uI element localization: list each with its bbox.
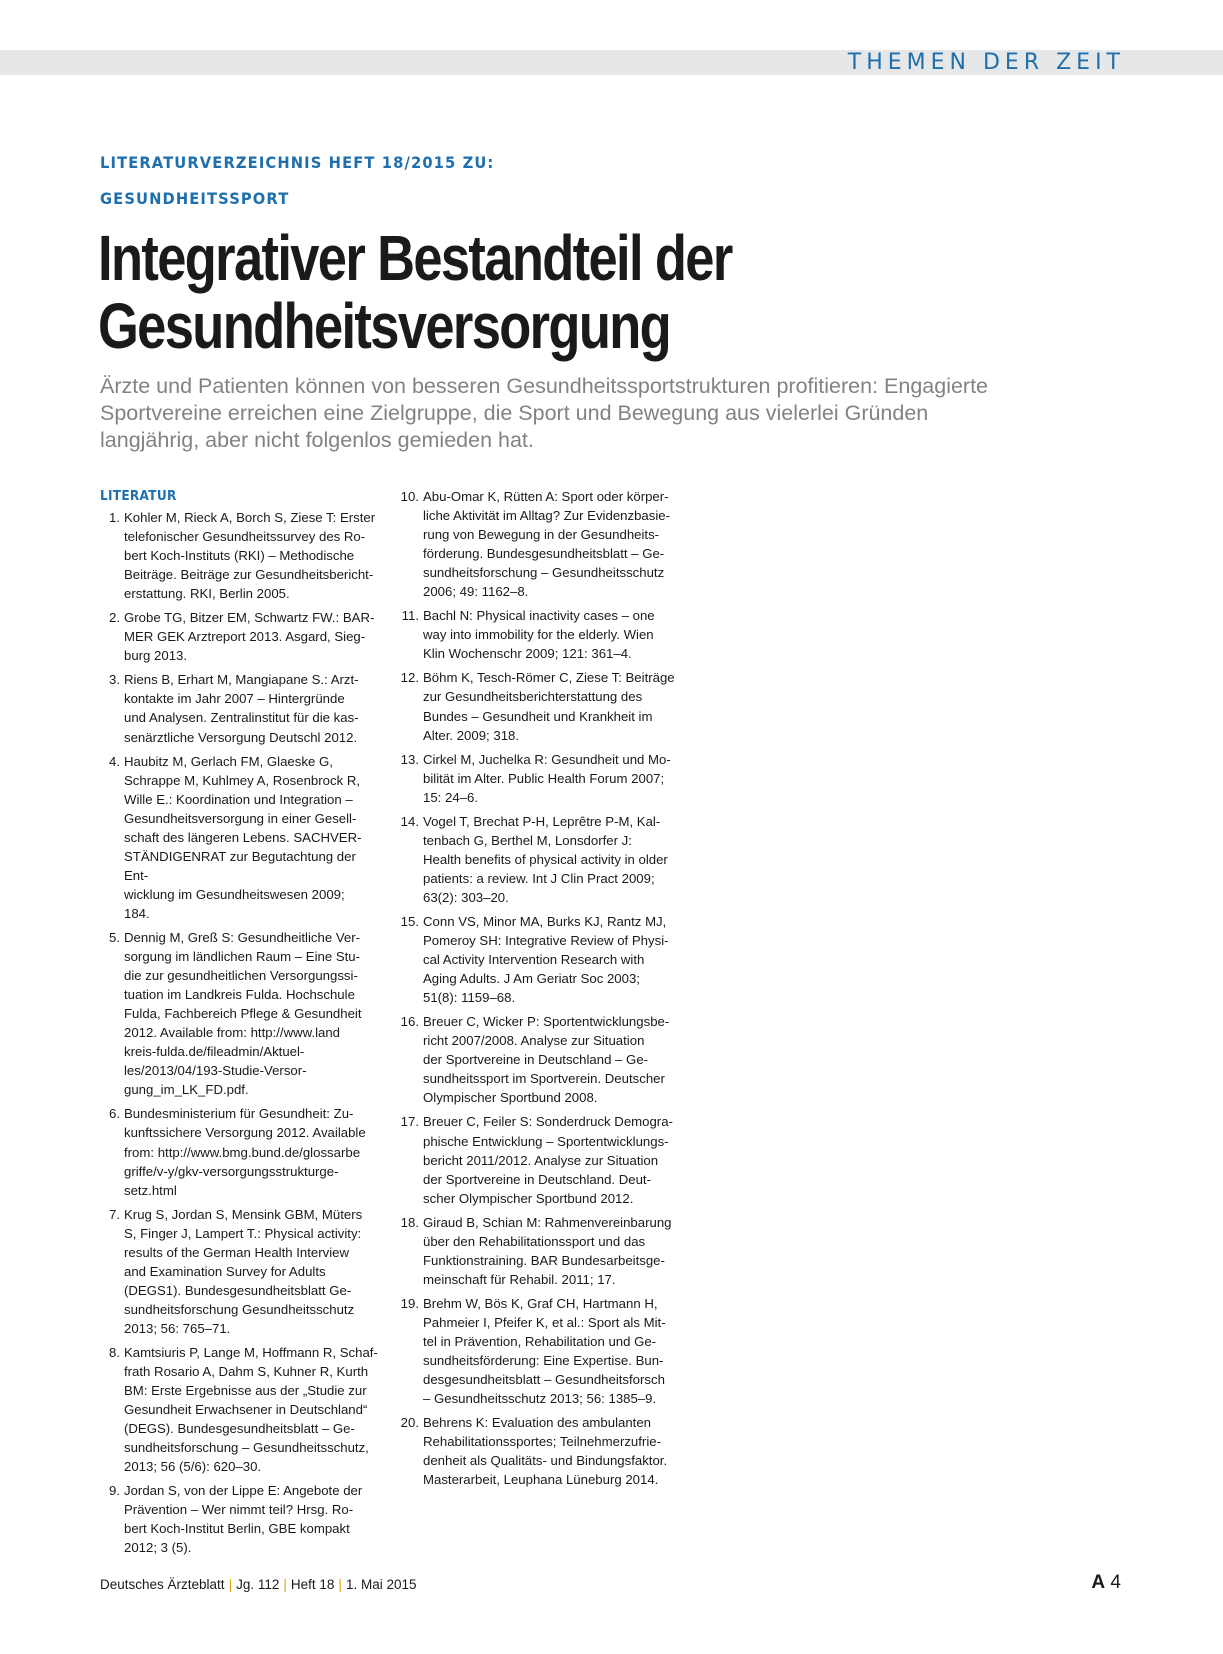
reference-number: 4.: [109, 753, 120, 769]
reference-number: 5.: [109, 929, 120, 945]
reference-item: [399, 1112, 689, 1207]
article-title-line-2: Gesundheitsversorgung: [98, 290, 671, 362]
reference-number: 10.: [400, 489, 419, 504]
journal-issue: Heft 18: [290, 1577, 335, 1592]
reference-item: [399, 812, 689, 907]
reference-text: Cirkel M, Juchelka R: Gesundheit und Mo- bilität im Alter. Public Health Forum 2007; 15: 24–6.: [423, 751, 671, 805]
kicker-line-1: LITERATURVERZEICHNIS HEFT 18/2015 ZU:: [100, 153, 495, 172]
reference-item: [399, 606, 689, 663]
reference-item: [100, 928, 380, 1099]
reference-text: Bachl N: Physical inactivity cases – one way into immobility for the elderly. Wien Klin Wochenschr 2009; 121: 361–4.: [423, 608, 655, 662]
reference-item: [100, 752, 380, 923]
reference-text: Krug S, Jordan S, Mensink GBM, Müters S, Finger J, Lampert T.: Physical activity: results of the German Health Interview and Examination Survey for Adults (DEGS1). Bundesgesundheitsblatt Ge- sundheitsforschung Gesundheitsschutz 2013; 56: 765–71.: [124, 1206, 363, 1336]
reference-number: 16.: [400, 1014, 419, 1030]
reference-text: Dennig M, Greß S: Gesundheitliche Ver- sorgung im ländlichen Raum – Eine Stu- die zur gesundheitlichen Versorgungssi- tuation im Landkreis Fulda. Hochschule Fulda, Fachbereich Pflege & Gesundheit 2012. Available from: http://www.land kreis-fulda.de/fileadmin/Aktuel- les/2013/04/193-Studie-Versor- gung_im_LK_FD.pdf.: [124, 929, 362, 1098]
reference-text: Brehm W, Bös K, Graf CH, Hartmann H, Pahmeier I, Pfeifer K, et al.: Sport als Mit- tel in Prävention, Rehabilitation und Ge- sundheitsförderung: Eine Expertise. Bun- desgesundheitsblatt – Gesundheitsforsch – Gesundheitsschutz 2013; 56: 1385–9.: [423, 1295, 666, 1407]
reference-number: 13.: [400, 751, 419, 767]
reference-text: Böhm K, Tesch-Römer C, Ziese T: Beiträge zur Gesundheitsberichterstattung des Bundes – Gesundheit und Krankheit im Alter. 2009; 318.: [423, 670, 675, 743]
section-label: THEMEN DER ZEIT: [847, 50, 1125, 75]
reference-item: [399, 912, 689, 1007]
references-column-left: [100, 487, 380, 1562]
article-title-line-1: Integrativer Bestandteil der: [98, 222, 732, 294]
reference-number: 6.: [109, 1106, 120, 1122]
reference-item: [100, 508, 380, 603]
page-number-value: 4: [1110, 1572, 1121, 1593]
reference-item: [399, 668, 689, 744]
reference-number: 14.: [400, 813, 419, 829]
reference-text: Conn VS, Minor MA, Burks KJ, Rantz MJ, Pomeroy SH: Integrative Review of Physi- cal Activity Intervention Research with Aging Adults. J Am Geriatr Soc 2003; 51(8): 1159–68.: [423, 913, 669, 1006]
page-footer: [100, 1577, 416, 1592]
reference-text: Grobe TG, Bitzer EM, Schwartz FW.: BAR- MER GEK Arztreport 2013. Asgard, Sieg- burg 2013.: [124, 610, 375, 664]
reference-text: Haubitz M, Gerlach FM, Glaeske G, Schrappe M, Kuhlmey A, Rosenbrock R, Wille E.: Koordination und Integration – Gesundheitsversorgung in einer Gesell- schaft des längeren Lebens. SACHVER- STÄNDIGENRAT zur Begutachtung der Ent- wicklung im Gesundheitswesen 2009; 184.: [124, 753, 362, 921]
reference-item: [100, 1104, 380, 1199]
reference-number: 12.: [400, 670, 419, 686]
reference-item: [399, 1012, 689, 1107]
reference-item: [100, 608, 380, 665]
reference-number: 19.: [400, 1295, 419, 1311]
footer-separator: |: [283, 1577, 287, 1592]
reference-number: 15.: [400, 913, 419, 929]
article-lede: Ärzte und Patienten können von besseren Gesundheitssportstrukturen profitieren: Engagierte Sportvereine erreichen eine Zielgruppe, die Sport und Bewegung aus vielerlei Gründen langjährig, aber nicht folgenlos gemieden hat.: [100, 374, 989, 452]
page-prefix: A: [1091, 1572, 1106, 1593]
reference-number: 9.: [109, 1483, 120, 1499]
reference-text: Abu-Omar K, Rütten A: Sport oder körper- liche Aktivität im Alltag? Zur Evidenzbasie- rung von Bewegung in der Gesundheits- förderung. Bundesgesundheitsblatt – Ge- sundheitsforschung – Gesundheitsschutz 2006; 49: 1162–8.: [423, 489, 671, 600]
reference-list-left: [100, 508, 380, 1557]
reference-number: 7.: [109, 1206, 120, 1222]
reference-number: 3.: [109, 672, 120, 688]
reference-text: Jordan S, von der Lippe E: Angebote der Prävention – Wer nimmt teil? Hrsg. Ro- bert Koch-Institut Berlin, GBE kompakt 2012; 3 (5).: [124, 1483, 363, 1556]
reference-text: Riens B, Erhart M, Mangiapane S.: Arzt- kontakte im Jahr 2007 – Hintergründe und Analysen. Zentralinstitut für die kas- senärztliche Versorgung Deutschl 2012.: [124, 672, 359, 745]
reference-text: Kohler M, Rieck A, Borch S, Ziese T: Erster telefonischer Gesundheitssurvey des Ro- bert Koch-Instituts (RKI) – Methodische Beiträge. Beiträge zur Gesundheitsbericht- erstattung. RKI, Berlin 2005.: [124, 510, 376, 602]
reference-item: [100, 670, 380, 746]
reference-item: [100, 1343, 380, 1476]
reference-text: Kamtsiuris P, Lange M, Hoffmann R, Schaf- frath Rosario A, Dahm S, Kuhner R, Kurth BM: Erste Ergebnisse aus der „Studie zur Gesundheit Erwachsener in Deutschland“ (DEGS). Bundesgesundheitsblatt – Ge- sundheitsforschung – Gesundheitsschutz, 2013; 56 (5/6): 620–30.: [124, 1344, 378, 1475]
reference-number: 11.: [401, 608, 419, 624]
reference-item: [100, 1481, 380, 1557]
reference-item: [399, 1294, 689, 1408]
reference-item: [399, 750, 689, 807]
reference-text: Behrens K: Evaluation des ambulanten Rehabilitationssportes; Teilnehmerzufrie- denheit als Qualitäts- und Bindungsfaktor. Masterarbeit, Leuphana Lüneburg 2014.: [423, 1415, 668, 1488]
article-title: [98, 224, 967, 360]
references-column-right: [399, 487, 689, 1494]
kicker-line-2: GESUNDHEITSSPORT: [100, 189, 290, 208]
reference-list-right: [399, 487, 689, 1489]
footer-separator: |: [338, 1577, 342, 1592]
reference-text: Breuer C, Wicker P: Sportentwicklungsbe- richt 2007/2008. Analyse zur Situation der Sportvereine in Deutschland – Ge- sundheitssport im Sportverein. Deutscher Olympischer Sportbund 2008.: [423, 1014, 670, 1106]
page-number: [1091, 1572, 1121, 1594]
reference-number: 2.: [109, 610, 120, 626]
reference-text: Giraud B, Schian M: Rahmenvereinbarung über den Rehabilitationssport und das Funktionstraining. BAR Bundesarbeitsge- meinschaft für Rehabil. 2011; 17.: [423, 1214, 672, 1287]
reference-number: 18.: [400, 1214, 419, 1230]
journal-volume: Jg. 112: [236, 1577, 280, 1592]
journal-name: Deutsches Ärzteblatt: [100, 1577, 225, 1592]
reference-text: Bundesministerium für Gesundheit: Zu- kunftssichere Versorgung 2012. Available from: http://www.bmg.bund.de/glossarbe griffe/v-y/gkv-versorgungsstrukturge- setz.html: [124, 1106, 366, 1198]
reference-number: 20.: [400, 1415, 419, 1431]
literature-heading: LITERATUR: [100, 488, 177, 504]
reference-number: 8.: [109, 1344, 120, 1360]
reference-text: Vogel T, Brechat P-H, Leprêtre P-M, Kal- tenbach G, Berthel M, Lonsdorfer J: Health benefits of physical activity in older patients: a review. Int J Clin Pract 2009; 63(2): 303–20.: [423, 813, 668, 905]
reference-number: 17.: [400, 1114, 419, 1130]
reference-item: [399, 1213, 689, 1289]
reference-item: [100, 1205, 380, 1338]
footer-separator: |: [228, 1577, 233, 1592]
reference-text: Breuer C, Feiler S: Sonderdruck Demogra- phische Entwicklung – Sportentwicklungs- bericht 2011/2012. Analyse zur Situation der Sportvereine in Deutschland. Deut- scher Olympischer Sportbund 2012.: [423, 1114, 673, 1206]
reference-number: 1.: [109, 510, 120, 525]
publication-date: 1. Mai 2015: [345, 1577, 417, 1592]
reference-item: [399, 487, 689, 601]
reference-item: [399, 1413, 689, 1489]
